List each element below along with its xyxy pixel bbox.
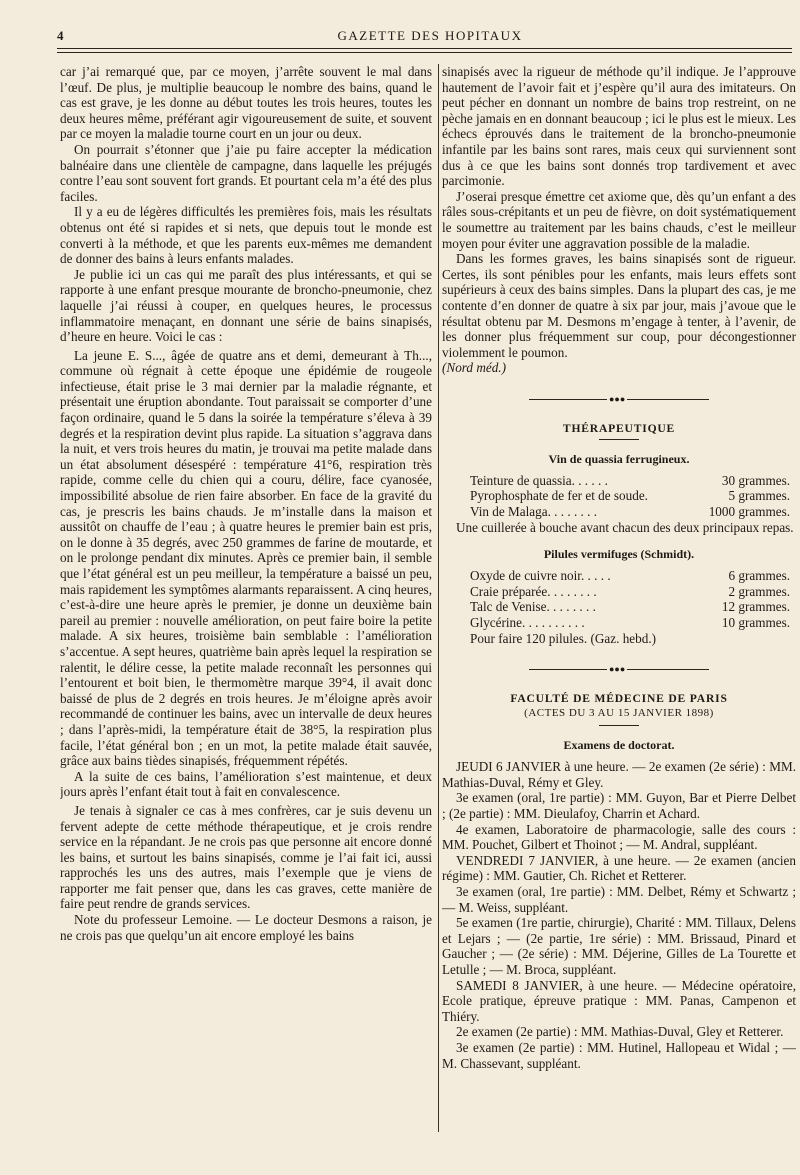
ingredient: Oxyde de cuivre noir. . . . . (470, 568, 611, 584)
vin-formula (470, 473, 790, 520)
exam-entry: 5e examen (1re partie, chirurgie), Charité : MM. Tillaux, Delens et Lejars ; — (2e partie, 1re série) : MM. Brissaud, Pinard et Gaucher ; — (2e série) : MM. Déjerine, Gilles de La Tourette et Letulle ; — M. Broca, suppléant. (442, 915, 796, 977)
exam-entry: SAMEDI 8 JANVIER, à une heure. — Médecine opératoire, Ecole pratique, épreuve pratique : MM. Panas, Campenon et Thiéry. (442, 977, 796, 1024)
header-rule (57, 48, 792, 49)
section-ornament: ●●● (529, 664, 709, 674)
formula-row (470, 599, 790, 615)
vin-title: Vin de quassia ferrugineux. (548, 451, 690, 466)
paragraph: A la suite de ces bains, l’amélioration s’est maintenue, et deux jours après l’enfant était tout à fait en convalescence. (60, 768, 432, 800)
ingredient: Glycérine. . . . . . . . . . (470, 615, 585, 631)
ingredient: Talc de Venise. . . . . . . . (470, 599, 596, 615)
ingredient: Teinture de quassia. . . . . . (470, 472, 608, 488)
quantity: 5 grammes. (728, 488, 790, 504)
paragraph: On pourrait s’étonner que j’aie pu faire accepter la médication balnéaire dans une clientèle de campagne, dans laquelle les préjugés contre l’eau sont souvent fort grands. Et pourtant cela m’a été des plus faciles. (60, 141, 432, 204)
source-citation: (Nord méd.) (442, 360, 506, 376)
running-title: GAZETTE DES HOPITAUX (337, 28, 523, 43)
pilules-title: Pilules vermifuges (Schmidt). (543, 547, 695, 562)
formula-row (470, 504, 790, 520)
therapeutique-heading: THÉRAPEUTIQUE (562, 421, 676, 435)
formula-row (470, 615, 790, 631)
page-number: 4 (57, 28, 64, 43)
ingredient: Pyrophosphate de fer et de soude. (470, 488, 648, 504)
formula-row (470, 584, 790, 600)
paragraph: Dans les formes graves, les bains sinapisés sont de rigueur. Certes, ils sont pénibles pour les enfants, mais leurs effets sont supérieurs à ceux des bains simples. Dans la plupart des cas, je me contente d’en donner de quatre à six par jour, mais j’avoue que le résultat obtenu par M. Desmons m’engage à tenter, à l’avenir, de les donner plus fréquemment sur coup, pour décongestionner violemment le poumon. (442, 251, 796, 360)
exam-entry: 2e examen (2e partie) : MM. Mathias-Duval, Gley et Retterer. (456, 1024, 784, 1040)
quantity: 6 grammes. (728, 568, 790, 584)
quantity: 10 grammes. (721, 615, 790, 631)
section-ornament: ●●● (529, 394, 709, 404)
ingredient: Vin de Malaga. . . . . . . . (470, 504, 598, 520)
formula-row (470, 568, 790, 584)
short-rule (599, 439, 639, 440)
pilules-note: Pour faire 120 pilules. (Gaz. hebd.) (470, 630, 657, 646)
quantity: 12 grammes. (721, 599, 790, 615)
formula-row (470, 488, 790, 504)
paragraph: Je publie ici un cas qui me paraît des plus intéressants, et qui se rapporte à une enfant presque mourante de broncho-pneumonie, chez laquelle j’ai réussi à couper, en quelques heures, le processus inflammatoire menaçant, en donnant une série de bains sinapisés, d’heure en heure. Voici le cas : (60, 266, 432, 345)
exam-title: Examens de doctorat. (563, 738, 675, 753)
faculte-heading: FACULTÉ DE MÉDECINE DE PARIS (510, 692, 728, 706)
paragraph: Je tenais à signaler ce cas à mes confrères, car je suis devenu un fervent adepte de cette méthode thérapeutique, et je crois rendre service en la répandant. Je ne crois pas que personne ait encore donné les bains, et surtout les bains sinapisés, comme je l’ai fait ici, aussi rapprochés les uns des autres, mais l’exemple que je viens de rapporter me fait penser que, dans les cas graves, cette manière de faire peut rendre de grands services. (60, 802, 432, 912)
pilules-formula (470, 568, 790, 630)
note-paragraph: Note du professeur Lemoine. — Le docteur Desmons a raison, je ne crois pas que quelqu’un ait encore employé les bains (60, 912, 432, 943)
formula-row (470, 473, 790, 489)
exam-entry: 3e examen (oral, 1re partie) : MM. Delbet, Rémy et Schwartz ; — M. Weiss, suppléant. (442, 883, 796, 915)
header-rule-thin (57, 52, 792, 53)
quantity: 30 grammes. (721, 472, 790, 488)
right-column (442, 64, 796, 1134)
quantity: 1000 grammes. (708, 504, 790, 520)
exam-entry: JEUDI 6 JANVIER à une heure. — 2e examen (2e série) : MM. Mathias-Duval, Rémy et Gley. (442, 759, 796, 790)
paragraph: Il y a eu de légères difficultés les premières fois, mais les résultats obtenus ont été si rapides et si nets, que depuis tout le monde est converti à la méthode, et que les parents eux-mêmes me demandent de donner des bains à leurs enfants malades. (60, 204, 432, 267)
exam-entry: VENDREDI 7 JANVIER, à une heure. — 2e examen (ancien régime) : MM. Gautier, Ch. Richet et Retterer. (442, 852, 796, 884)
faculte-dates: (ACTES DU 3 AU 15 JANVIER 1898) (524, 707, 714, 720)
left-column (60, 64, 432, 1134)
column-divider (438, 64, 439, 1132)
vin-note: Une cuillerée à bouche avant chacun des deux principaux repas. (456, 519, 794, 535)
paragraph: J’oserai presque émettre cet axiome que, dès qu’un enfant a des râles sous-crépitants et un peu de fièvre, on doit systématiquement le soumettre au traitement par les bains chauds, c’est le meilleur moyen pour éviter une aggravation possible de la maladie. (442, 188, 796, 251)
exam-entry: 3e examen (2e partie) : MM. Hutinel, Hallopeau et Widal ; — M. Chassevant, suppléant. (442, 1039, 796, 1071)
quantity: 2 grammes. (728, 583, 790, 599)
exam-entry: 3e examen (oral, 1re partie) : MM. Guyon, Bar et Pierre Delbet ; (2e partie) : MM. Dieulafoy, Charrin et Achard. (442, 790, 796, 821)
paragraph: car j’ai remarqué que, par ce moyen, j’arrête souvent le mal dans l’œuf. De plus, je multiplie beaucoup le nombre des bains, quand le cas est grave, je les donne au début toutes les trois heures, toutes les deux heures même, préférant agir vigoureusement de suite, et souvent par ce moyen la maladie tourne court en un jour ou deux. (60, 64, 432, 142)
exam-entry: 4e examen, Laboratoire de pharmacologie, salle des cours : MM. Pouchet, Gilbert et Thoinot ; — M. Andral, suppléant. (442, 821, 796, 853)
paragraph: sinapisés avec la rigueur de méthode qu’il indique. Je l’approuve hautement de l’avoir fait et j’espère qu’il aura des imitateurs. On peut pécher en donnant un nombre de bains trop restreint, on ne pèche jamais en en donnant beaucoup ; ici le plus est le mieux. Les échecs éprouvés dans le traitement de la broncho-pneumonie infantile par les bains sont rares, mais ceux qui surviennent sont dus à ce que les bains sont donnés trop tardivement et avec parcimonie. (442, 64, 796, 189)
case-report-paragraph: La jeune E. S..., âgée de quatre ans et demi, demeurant à Th..., commune où régnait à cette époque une épidémie de rougeole infectieuse, était prise le 3 mai dernier par la maladie régnante, et présentait une éruption abondante. Tout paraissait se comporter d’une façon ordinaire, quand le 5 dans la soirée la température s’éleva à 39 degrés et la respiration devint plus rapide. La situation s’aggrava dans la nuit, et vers trois heures du matin, je trouvai ma petite malade dans un état absolument désespéré : température 41°6, respiration très rapide, comme celle du chien qui a couru, délire, face cyanosée, impossibilité absolue de rien faire absorber. En face de la gravité du cas, je prescris les bains chauds. Je m’installe dans la maison et aussitôt on chauffe de l’eau ; à quatre heures le premier bain est pris, on le donne à 35 degrés, avec 250 grammes de farine de moutarde, et on le prolonge pendant dix minutes. Après ce premier bain, il semble que l’état général est un peu meilleur, la température a baissé un peu, mais rapidement les symptômes alarmants reparaissent. A cinq heures, c’est-à-dire une heure après le premier, je donne un deuxième bain pareil au premier : nouvelle amélioration, on peut faire boire la petite malade. A six heures, troisième bain semblable : l’amélioration s’accentue. A sept heures, quatrième bain après lequel la respiration se ralentit, le délire cesse, la petite malade reconnaît les personnes qui l’entourent et boit bien, le thermomètre marque 39°4, il avait donc baissé de plus de 2 degrés en trois heures. Je m’éloigne après avoir recommandé de continuer les bains, avec un intervalle de deux heures ; dans l’après-midi, la température était de 38°5, la respiration plus facile, l’état général bon ; en un mot, la petite malade était sauvée, grâce aux bains tièdes sinapisés, fréquemment répétés. (60, 347, 432, 769)
short-rule (599, 725, 639, 726)
ingredient: Craie préparée. . . . . . . . (470, 583, 597, 599)
